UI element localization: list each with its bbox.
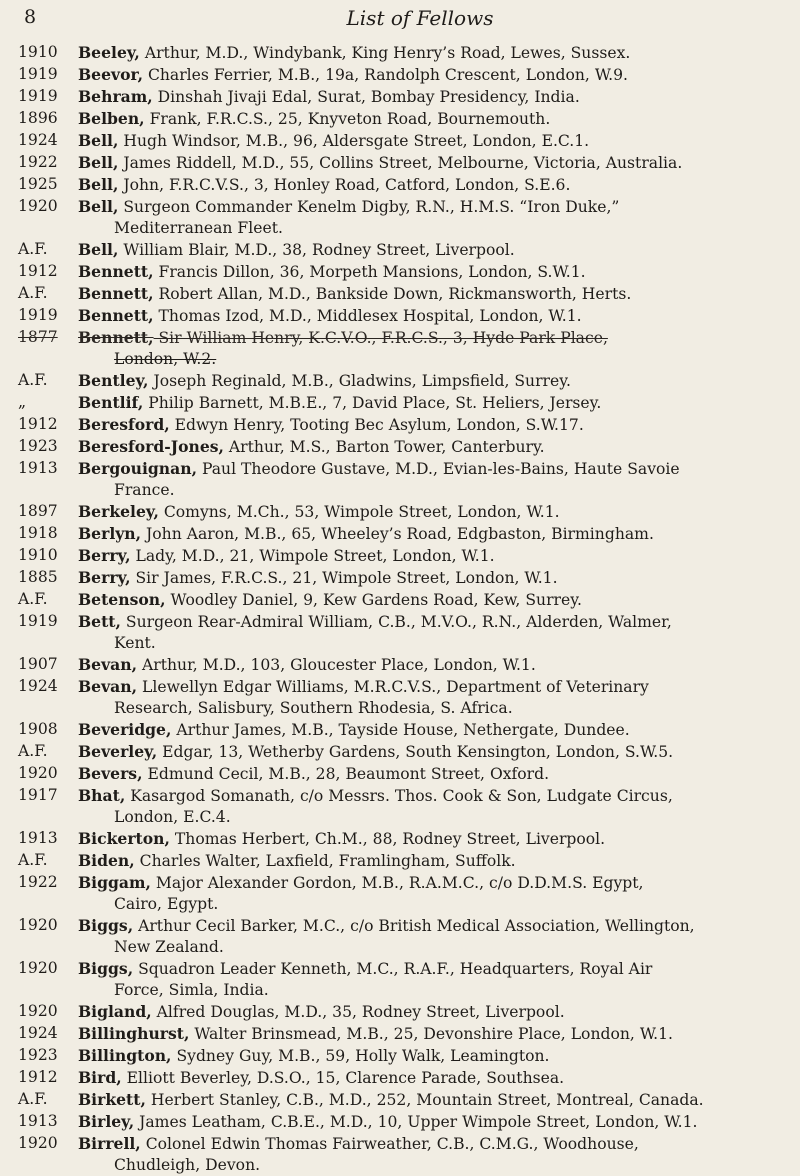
entry-text [78,828,786,850]
entry-text [78,1133,786,1155]
election-year: A.F. [18,851,48,869]
election-year: 1908 [18,720,58,738]
entry-text [78,763,786,785]
entry-text [78,1111,786,1133]
fellow-surname: Berlyn, [78,524,142,543]
list-item [0,654,800,676]
entry-text [78,850,786,872]
fellow-surname: Bentlif, [78,393,144,412]
list-item [0,1133,800,1176]
election-year: 1920 [18,197,58,215]
election-year: 1923 [18,437,58,455]
election-year: 1922 [18,873,58,891]
entry-text [78,64,786,86]
entry-text [78,130,786,152]
entry-text [78,1045,786,1067]
entry-text [78,545,786,567]
entry-text [78,261,786,283]
fellow-details: Arthur, M.D., Windybank, King Henry’s Road, Lewes, Sussex. [139,44,631,62]
election-year: 1912 [18,1068,58,1086]
fellow-surname: Bennett, [78,306,154,325]
election-year: 1919 [18,65,58,83]
fellow-details: Colonel Edwin Thomas Fairweather, C.B., C.M.G., Woodhouse, [140,1135,639,1153]
fellow-details: James Leatham, C.B.E., M.D., 10, Upper Wimpole Street, London, W.1. [134,1113,698,1131]
election-year: A.F. [18,240,48,258]
list-item [0,414,800,436]
election-year: 1924 [18,677,58,695]
fellow-details: Philip Barnett, M.B.E., 7, David Place, St. Heliers, Jersey. [143,394,602,412]
list-item [0,958,800,1001]
entry-text [78,785,786,807]
fellow-details: Major Alexander Gordon, M.B., R.A.M.C., c/o D.D.M.S. Egypt, [150,874,644,892]
entry-text [78,392,786,414]
entry-text [78,741,786,763]
fellow-details: Charles Walter, Laxfield, Framlingham, Suffolk. [134,852,516,870]
fellow-surname: Bickerton, [78,829,170,848]
fellow-surname: Bevan, [78,655,138,674]
entry-text [78,589,786,611]
election-year: 1917 [18,786,58,804]
fellow-details: Edwyn Henry, Tooting Bec Asylum, London, S.W.17. [169,416,584,434]
fellow-surname: Bell, [78,153,119,172]
entry-text [78,305,786,327]
fellow-details: Squadron Leader Kenneth, M.C., R.A.F., Headquarters, Royal Air [133,960,653,978]
election-year: 1923 [18,1046,58,1064]
list-item [0,196,800,239]
election-year: A.F. [18,284,48,302]
fellow-details: Arthur, M.D., 103, Gloucester Place, London, W.1. [137,656,536,674]
entry-text [78,370,786,392]
entry-continuation: London, W.2. [114,350,217,368]
fellow-surname: Biden, [78,851,135,870]
fellow-surname: Bigland, [78,1002,152,1021]
entry-text [78,872,786,894]
entry-text [78,567,786,589]
list-item [0,108,800,130]
fellow-surname: Billinghurst, [78,1024,190,1043]
list-item [0,611,800,654]
list-item [0,152,800,174]
fellow-details: Thomas Herbert, Ch.M., 88, Rodney Street, Liverpool. [169,830,606,848]
fellow-details: Walter Brinsmead, M.B., 25, Devonshire Place, London, W.1. [189,1025,673,1043]
list-item [0,86,800,108]
election-year: 1907 [18,655,58,673]
fellow-surname: Bennett, [78,328,154,347]
election-year: 1885 [18,568,58,586]
list-item [0,850,800,872]
list-item [0,872,800,915]
election-year: „ [18,393,27,411]
fellow-surname: Bell, [78,240,119,259]
fellow-details: Kasargod Somanath, c/o Messrs. Thos. Cook & Son, Ludgate Circus, [125,787,673,805]
fellow-details: Lady, M.D., 21, Wimpole Street, London, W.1. [130,547,495,565]
fellow-details: Arthur James, M.B., Tayside House, Nethergate, Dundee. [171,721,630,739]
entry-text [78,152,786,174]
entry-continuation: Cairo, Egypt. [114,895,219,913]
election-year: A.F. [18,371,48,389]
election-year: 1913 [18,829,58,847]
fellow-surname: Bennett, [78,284,154,303]
fellow-details: Herbert Stanley, C.B., M.D., 252, Mountain Street, Montreal, Canada. [145,1091,704,1109]
list-item [0,676,800,719]
list-item [0,785,800,828]
entry-text [78,283,786,305]
entry-text [78,327,786,349]
fellow-surname: Beeley, [78,43,140,62]
entry-text [78,915,786,937]
election-year: 1925 [18,175,58,193]
list-item [0,1001,800,1023]
entry-text [78,414,786,436]
entry-text [78,654,786,676]
fellow-surname: Bell, [78,131,119,150]
fellow-details: James Riddell, M.D., 55, Collins Street, Melbourne, Victoria, Australia. [118,154,683,172]
entry-text [78,1023,786,1045]
fellow-surname: Beresford, [78,415,170,434]
entry-text [78,676,786,698]
list-item [0,763,800,785]
list-item-struck-out [0,327,800,370]
entry-continuation: Kent. [114,634,156,652]
list-item [0,828,800,850]
fellow-details: Llewellyn Edgar Williams, M.R.C.V.S., Department of Veterinary [137,678,649,696]
election-year: 1924 [18,131,58,149]
running-head: List of Fellows [346,6,494,30]
list-item [0,130,800,152]
list-item [0,589,800,611]
fellow-details: Joseph Reginald, M.B., Gladwins, Limpsfield, Surrey. [148,372,571,390]
list-item [0,545,800,567]
fellow-surname: Bevers, [78,764,143,783]
page-header [0,0,800,40]
fellow-details: Edgar, 13, Wetherby Gardens, South Kensington, London, S.W.5. [157,743,674,761]
list-item [0,436,800,458]
fellow-surname: Beverley, [78,742,158,761]
list-item [0,501,800,523]
list-item [0,1023,800,1045]
entry-continuation: Research, Salisbury, Southern Rhodesia, S. Africa. [114,699,513,717]
fellow-details: Surgeon Commander Kenelm Digby, R.N., H.M.S. “Iron Duke,” [118,198,620,216]
fellow-surname: Biggam, [78,873,151,892]
list-item [0,261,800,283]
list-item [0,283,800,305]
election-year: 1920 [18,1002,58,1020]
fellow-details: Arthur Cecil Barker, M.C., c/o British Medical Association, Wellington, [133,917,695,935]
fellow-details: John Aaron, M.B., 65, Wheeley’s Road, Edgbaston, Birmingham. [141,525,654,543]
fellow-details: Edmund Cecil, M.B., 28, Beaumont Street, Oxford. [142,765,550,783]
list-item [0,305,800,327]
entry-continuation: France. [114,481,175,499]
entry-continuation: Chudleigh, Devon. [114,1156,261,1174]
fellow-surname: Birkett, [78,1090,146,1109]
election-year: 1919 [18,612,58,630]
entry-text [78,436,786,458]
fellow-surname: Birrell, [78,1134,141,1153]
fellow-surname: Beevor, [78,65,143,84]
fellow-surname: Berry, [78,568,131,587]
fellow-surname: Biggs, [78,959,134,978]
election-year: 1897 [18,502,58,520]
election-year: 1919 [18,87,58,105]
election-year: 1924 [18,1024,58,1042]
fellow-details: Sir James, F.R.C.S., 21, Wimpole Street, London, W.1. [130,569,558,587]
fellow-surname: Bergouignan, [78,459,197,478]
entry-continuation: Mediterranean Fleet. [114,219,283,237]
election-year: A.F. [18,1090,48,1108]
fellow-surname: Berkeley, [78,502,159,521]
fellow-surname: Birley, [78,1112,135,1131]
election-year: A.F. [18,590,48,608]
fellows-list [0,42,800,1176]
list-item [0,1045,800,1067]
fellow-surname: Bevan, [78,677,138,696]
fellow-surname: Berry, [78,546,131,565]
fellow-details: Frank, F.R.C.S., 25, Knyveton Road, Bournemouth. [144,110,551,128]
election-year: 1896 [18,109,58,127]
fellow-surname: Bennett, [78,262,154,281]
fellow-surname: Belben, [78,109,145,128]
entry-text [78,501,786,523]
entry-text [78,1089,786,1111]
entry-continuation: New Zealand. [114,938,224,956]
entry-text [78,1067,786,1089]
entry-text [78,174,786,196]
entry-continuation: Force, Simla, India. [114,981,269,999]
fellow-surname: Bhat, [78,786,126,805]
list-item [0,458,800,501]
fellow-surname: Bird, [78,1068,122,1087]
fellow-surname: Bett, [78,612,121,631]
fellow-details: Arthur, M.S., Barton Tower, Canterbury. [223,438,545,456]
election-year: 1920 [18,1134,58,1152]
fellow-details: Sir William Henry, K.C.V.O., F.R.C.S., 3, Hyde Park Place, [153,329,608,347]
entry-text [78,196,786,218]
list-item [0,174,800,196]
fellow-details: Comyns, M.Ch., 53, Wimpole Street, London, W.1. [158,503,560,521]
fellow-surname: Billington, [78,1046,172,1065]
fellow-details: Dinshah Jivaji Edal, Surat, Bombay Presidency, India. [152,88,580,106]
entry-text [78,458,786,480]
fellow-surname: Biggs, [78,916,134,935]
fellow-details: Paul Theodore Gustave, M.D., Evian-les-Bains, Haute Savoie [197,460,680,478]
entry-text [78,42,786,64]
fellow-surname: Beresford-Jones, [78,437,224,456]
list-item [0,392,800,414]
list-item [0,567,800,589]
list-item [0,1067,800,1089]
fellow-details: Hugh Windsor, M.B., 96, Aldersgate Street, London, E.C.1. [118,132,590,150]
list-item [0,523,800,545]
election-year: A.F. [18,742,48,760]
fellow-details: Robert Allan, M.D., Bankside Down, Rickmansworth, Herts. [153,285,632,303]
election-year: 1877 [18,328,58,346]
list-item [0,915,800,958]
fellow-details: William Blair, M.D., 38, Rodney Street, Liverpool. [118,241,515,259]
entry-text [78,108,786,130]
election-year: 1920 [18,959,58,977]
fellow-surname: Behram, [78,87,153,106]
fellow-surname: Betenson, [78,590,166,609]
list-item [0,64,800,86]
list-item [0,741,800,763]
entry-text [78,239,786,261]
page-number: 8 [24,6,37,28]
fellow-details: Thomas Izod, M.D., Middlesex Hospital, London, W.1. [153,307,582,325]
fellow-surname: Bell, [78,197,119,216]
list-item [0,1089,800,1111]
election-year: 1920 [18,916,58,934]
fellow-details: Elliott Beverley, D.S.O., 15, Clarence Parade, Southsea. [121,1069,565,1087]
list-item [0,719,800,741]
fellow-details: Alfred Douglas, M.D., 35, Rodney Street, Liverpool. [151,1003,565,1021]
election-year: 1913 [18,1112,58,1130]
election-year: 1922 [18,153,58,171]
entry-text [78,86,786,108]
entry-continuation: London, E.C.4. [114,808,231,826]
list-item [0,239,800,261]
entry-text [78,1001,786,1023]
entry-text [78,958,786,980]
fellow-surname: Bentley, [78,371,149,390]
election-year: 1910 [18,546,58,564]
fellow-details: Surgeon Rear-Admiral William, C.B., M.V.O., R.N., Alderden, Walmer, [120,613,672,631]
fellow-details: Charles Ferrier, M.B., 19a, Randolph Crescent, London, W.9. [143,66,628,84]
fellow-surname: Beveridge, [78,720,172,739]
election-year: 1912 [18,262,58,280]
fellow-details: Francis Dillon, 36, Morpeth Mansions, London, S.W.1. [153,263,586,281]
fellow-details: John, F.R.C.V.S., 3, Honley Road, Catford, London, S.E.6. [118,176,571,194]
list-item [0,42,800,64]
election-year: 1919 [18,306,58,324]
entry-text [78,523,786,545]
fellow-surname: Bell, [78,175,119,194]
election-year: 1920 [18,764,58,782]
list-item [0,370,800,392]
entry-text [78,719,786,741]
entry-text [78,611,786,633]
election-year: 1918 [18,524,58,542]
list-item [0,1111,800,1133]
election-year: 1912 [18,415,58,433]
fellow-details: Woodley Daniel, 9, Kew Gardens Road, Kew, Surrey. [165,591,582,609]
fellow-details: Sydney Guy, M.B., 59, Holly Walk, Leamington. [171,1047,550,1065]
election-year: 1910 [18,43,58,61]
election-year: 1913 [18,459,58,477]
